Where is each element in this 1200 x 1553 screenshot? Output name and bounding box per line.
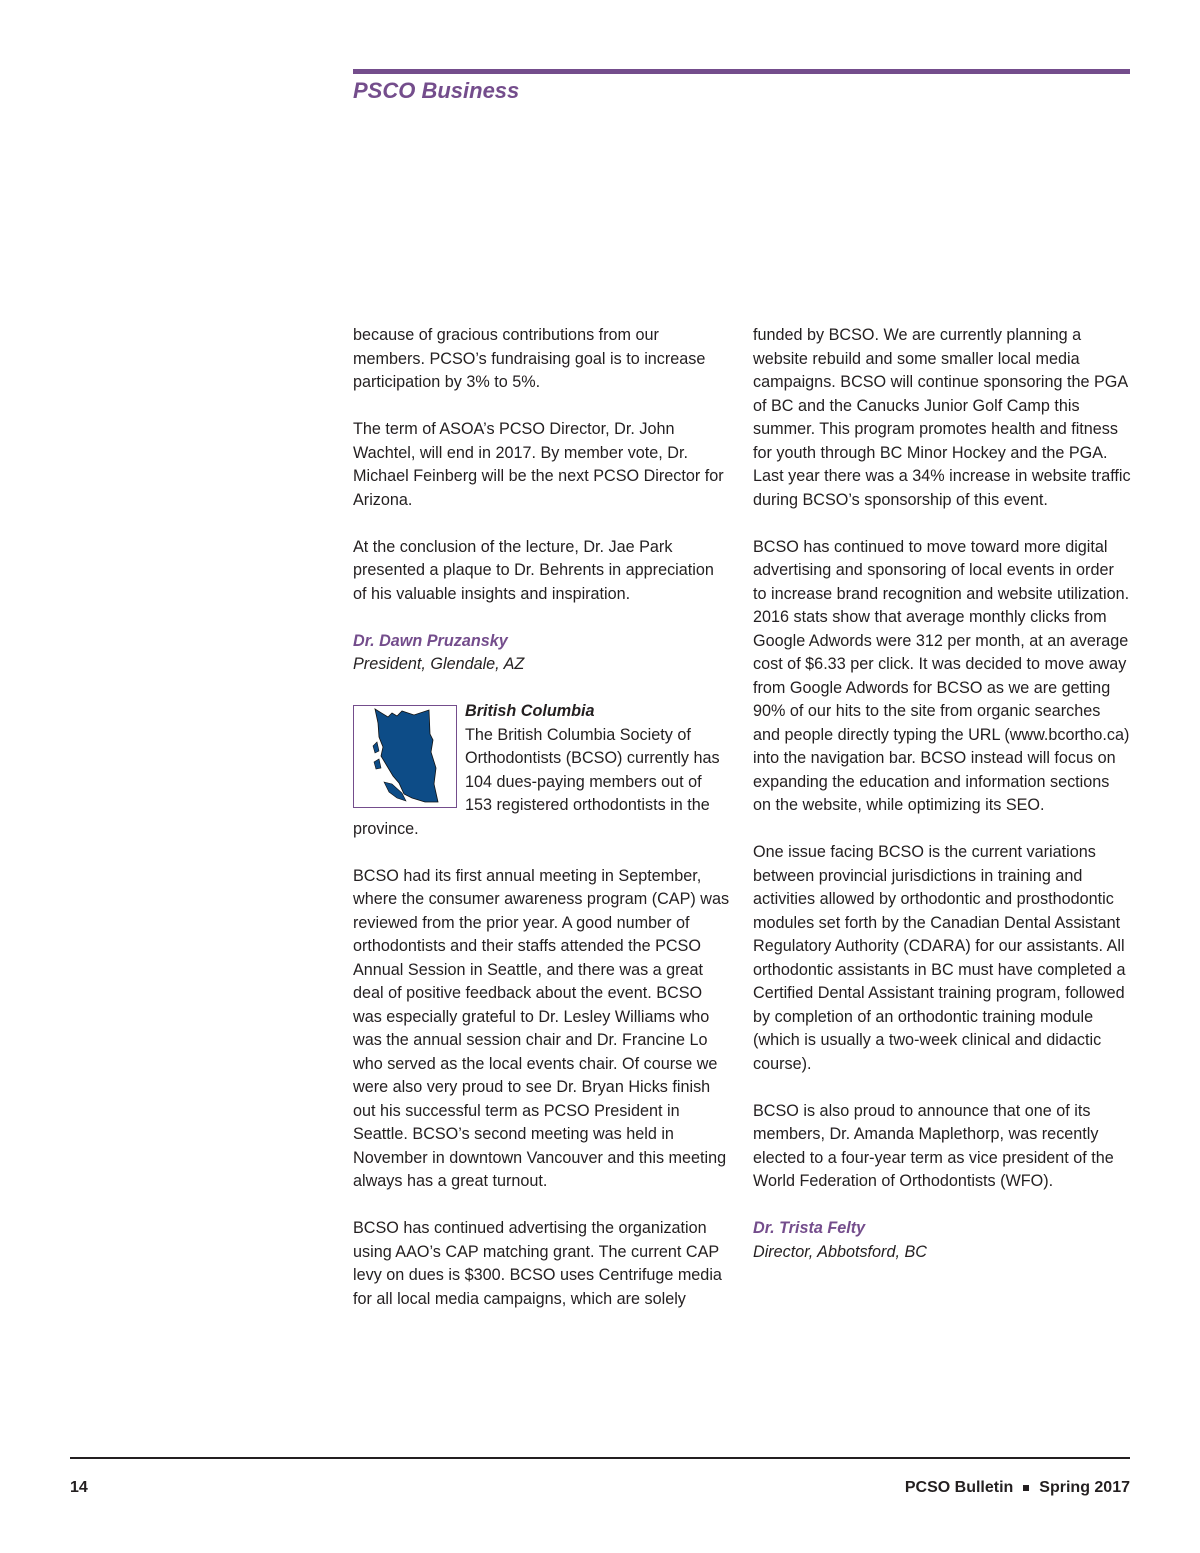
- paragraph: The term of ASOA’s PCSO Director, Dr. John Wachtel, will end in 2017. By member vote, Dr. Michael Feinberg will be the next PCSO Director for Arizona.: [353, 420, 724, 509]
- region-title: British Columbia: [465, 702, 595, 720]
- paragraph: At the conclusion of the lecture, Dr. Jae Park presented a plaque to Dr. Behrents in appreciation of his valuable insights and inspiration.: [353, 537, 714, 603]
- paragraph: BCSO has continued to move toward more digital advertising and sponsoring of local events in order to increase brand recognition and website utilization. 2016 stats show that average monthly clicks from Google Adwords were 312 per month, at an average cost of $6.33 per click. It was decided to move away from Google Adwords for BCSO as we are getting 90% of our hits to the site from organic searches and people directly typing the URL (www.bcortho.ca) into the navigation bar. BCSO instead will focus on expanding the education and information sections on the website, while optimizing its SEO.: [753, 537, 1130, 814]
- signature-title: President, Glendale, AZ: [353, 655, 525, 673]
- publication-name: PCSO Bulletin: [904, 1479, 1014, 1496]
- issue-label: Spring 2017: [1039, 1479, 1130, 1496]
- paragraph: One issue facing BCSO is the current variations between provincial jurisdictions in training and activities allowed by orthodontic and prosthodontic modules set forth by the Canadian Dental Assistant Regulatory Authority (CDARA) for our assistants. All orthodontic assistants in BC must have completed a Certified Dental Assistant training program, followed by completion of an orthodontic training module (which is usually a two-week clinical and didactic course).: [753, 843, 1126, 1073]
- footer-publication: [905, 1479, 1130, 1497]
- british-columbia-map-icon: [353, 705, 457, 808]
- paragraph: BCSO has continued advertising the organization using AAO’s CAP matching grant. The current CAP levy on dues is $300. BCSO uses Centrifuge media for all local media campaigns, which are solely: [353, 1219, 722, 1308]
- region-british-columbia: [353, 700, 731, 841]
- signature-title: Director, Abbotsford, BC: [753, 1242, 927, 1261]
- region-intro: The British Columbia Society of Orthodontists (BCSO) currently has 104 dues-paying members out of 153 registered orthodontists in the province.: [353, 725, 720, 838]
- signature: [753, 1217, 1131, 1264]
- header-rule: [353, 69, 1130, 74]
- signature: [353, 630, 731, 677]
- paragraph: because of gracious contributions from our members. PCSO’s fundraising goal is to increase participation by 3% to 5%.: [353, 326, 706, 391]
- section-title: PSCO Business: [353, 78, 520, 103]
- footer-rule: [70, 1457, 1130, 1459]
- paragraph: funded by BCSO. We are currently planning a website rebuild and some smaller local media campaigns. BCSO will continue sponsoring the PGA of BC and the Canucks Junior Golf Camp this summer. This program promotes health and fitness for youth through BC Minor Hockey and the PGA. Last year there was a 34% increase in website traffic during BCSO’s sponsorship of this event.: [753, 326, 1131, 509]
- right-column: [753, 324, 1131, 1288]
- paragraph: BCSO is also proud to announce that one of its members, Dr. Amanda Maplethorp, was recently elected to a four-year term as vice president of the World Federation of Orthodontists (WFO).: [753, 1101, 1114, 1190]
- page-number: 14: [70, 1479, 88, 1496]
- paragraph: BCSO had its first annual meeting in September, where the consumer awareness program (CAP) was reviewed from the prior year. A good number of orthodontists and their staffs attended the PCSO Annual Session in Seattle, and there was a great deal of positive feedback about the event. BCSO was especially grateful to Dr. Lesley Williams who was the annual session chair and Dr. Francine Lo who served as the local events chair. Of course we were also very proud to see Dr. Bryan Hicks finish out his successful term as PCSO President in Seattle. BCSO’s second meeting was held in November in downtown Vancouver and this meeting always has a great turnout.: [353, 866, 730, 1190]
- separator-square-icon: [1023, 1485, 1029, 1491]
- signature-name: Dr. Trista Felty: [753, 1219, 866, 1237]
- left-column: [353, 324, 731, 1335]
- signature-name: Dr. Dawn Pruzansky: [353, 631, 508, 650]
